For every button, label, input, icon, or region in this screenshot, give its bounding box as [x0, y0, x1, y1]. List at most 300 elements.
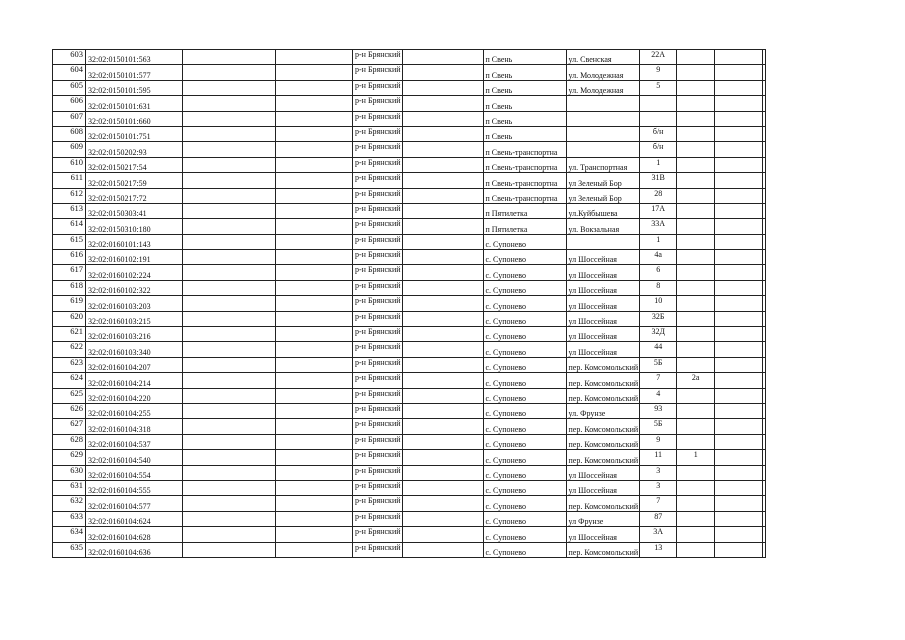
table-row: [53, 403, 766, 418]
building-cell: [677, 157, 715, 172]
row-number: 611: [53, 173, 86, 188]
empty-cell: [715, 80, 763, 95]
empty-cell: [402, 203, 483, 218]
region-cell: р-н Брянский: [353, 111, 403, 126]
building-cell: [677, 311, 715, 326]
cadastral-number: 32:02:0160104:628: [86, 527, 183, 542]
locality-cell: с. Супонево: [483, 280, 566, 295]
building-cell: [677, 465, 715, 480]
empty-cell: [402, 280, 483, 295]
empty-cell: [715, 403, 763, 418]
building-cell: [677, 403, 715, 418]
locality-cell: с. Супонево: [483, 265, 566, 280]
empty-cell: [183, 265, 276, 280]
building-cell: [677, 50, 715, 65]
empty-cell: [276, 434, 353, 449]
row-number: 605: [53, 80, 86, 95]
region-cell: р-н Брянский: [353, 296, 403, 311]
cadastral-number: 32:02:0150101:563: [86, 50, 183, 65]
table-row: [53, 219, 766, 234]
empty-cell: [763, 219, 766, 234]
locality-cell: п Свень: [483, 80, 566, 95]
street-cell: пер. Комсомольский: [566, 542, 640, 557]
house-number-cell: 22А: [640, 50, 677, 65]
empty-cell: [763, 234, 766, 249]
row-number: 631: [53, 480, 86, 495]
cadastral-number: 32:02:0160102:191: [86, 250, 183, 265]
building-cell: [677, 96, 715, 111]
empty-cell: [183, 465, 276, 480]
street-cell: пер. Комсомольский: [566, 419, 640, 434]
cadastral-number: 32:02:0160103:340: [86, 342, 183, 357]
row-number: 606: [53, 96, 86, 111]
street-cell: ул. Свенская: [566, 50, 640, 65]
empty-cell: [402, 496, 483, 511]
locality-cell: с. Супонево: [483, 496, 566, 511]
empty-cell: [715, 203, 763, 218]
empty-cell: [276, 188, 353, 203]
table-row: [53, 496, 766, 511]
region-cell: р-н Брянский: [353, 342, 403, 357]
table-row: [53, 50, 766, 65]
empty-cell: [183, 126, 276, 141]
locality-cell: п Свень-транспортна: [483, 188, 566, 203]
locality-cell: с. Супонево: [483, 403, 566, 418]
empty-cell: [276, 126, 353, 141]
empty-cell: [276, 157, 353, 172]
row-number: 616: [53, 250, 86, 265]
street-cell: пер. Комсомольский: [566, 373, 640, 388]
empty-cell: [402, 450, 483, 465]
empty-cell: [276, 496, 353, 511]
region-cell: р-н Брянский: [353, 388, 403, 403]
cadastral-number: 32:02:0150101:631: [86, 96, 183, 111]
row-number: 621: [53, 327, 86, 342]
empty-cell: [763, 173, 766, 188]
region-cell: р-н Брянский: [353, 311, 403, 326]
building-cell: [677, 434, 715, 449]
empty-cell: [402, 250, 483, 265]
house-number-cell: 32Б: [640, 311, 677, 326]
locality-cell: с. Супонево: [483, 342, 566, 357]
street-cell: ул Шоссейная: [566, 527, 640, 542]
cadastral-number: 32:02:0160104:220: [86, 388, 183, 403]
locality-cell: п Свень-транспортна: [483, 142, 566, 157]
building-cell: [677, 142, 715, 157]
house-number-cell: 93: [640, 403, 677, 418]
empty-cell: [715, 219, 763, 234]
empty-cell: [183, 527, 276, 542]
empty-cell: [715, 157, 763, 172]
cadastral-number: 32:02:0160103:215: [86, 311, 183, 326]
building-cell: [677, 234, 715, 249]
street-cell: ул. Вокзальная: [566, 219, 640, 234]
street-cell: пер. Комсомольский: [566, 496, 640, 511]
empty-cell: [183, 296, 276, 311]
empty-cell: [763, 527, 766, 542]
empty-cell: [715, 96, 763, 111]
empty-cell: [715, 327, 763, 342]
cadastral-number: 32:02:0150217:54: [86, 157, 183, 172]
empty-cell: [715, 373, 763, 388]
house-number-cell: 13: [640, 542, 677, 557]
street-cell: [566, 111, 640, 126]
empty-cell: [183, 250, 276, 265]
street-cell: ул. Молодежная: [566, 80, 640, 95]
locality-cell: п Свень: [483, 50, 566, 65]
empty-cell: [183, 142, 276, 157]
table-row: [53, 542, 766, 557]
street-cell: ул. Фрунзе: [566, 403, 640, 418]
row-number: 612: [53, 188, 86, 203]
empty-cell: [276, 419, 353, 434]
building-cell: [677, 188, 715, 203]
row-number: 630: [53, 465, 86, 480]
empty-cell: [402, 434, 483, 449]
table-row: [53, 126, 766, 141]
locality-cell: с. Супонево: [483, 434, 566, 449]
empty-cell: [183, 173, 276, 188]
region-cell: р-н Брянский: [353, 65, 403, 80]
table-row: [53, 527, 766, 542]
street-cell: ул Шоссейная: [566, 250, 640, 265]
house-number-cell: 10: [640, 296, 677, 311]
table-row: [53, 342, 766, 357]
empty-cell: [763, 280, 766, 295]
empty-cell: [183, 65, 276, 80]
house-number-cell: 3: [640, 465, 677, 480]
region-cell: р-н Брянский: [353, 403, 403, 418]
table-row: [53, 480, 766, 495]
row-number: 635: [53, 542, 86, 557]
region-cell: р-н Брянский: [353, 234, 403, 249]
empty-cell: [402, 80, 483, 95]
row-number: 608: [53, 126, 86, 141]
street-cell: [566, 142, 640, 157]
table-row: [53, 434, 766, 449]
empty-cell: [276, 173, 353, 188]
table-row: [53, 311, 766, 326]
locality-cell: с. Супонево: [483, 419, 566, 434]
empty-cell: [715, 280, 763, 295]
row-number: 624: [53, 373, 86, 388]
building-cell: [677, 327, 715, 342]
locality-cell: п Пятилетка: [483, 203, 566, 218]
row-number: 609: [53, 142, 86, 157]
empty-cell: [276, 388, 353, 403]
table-row: [53, 265, 766, 280]
empty-cell: [715, 65, 763, 80]
street-cell: ул Шоссейная: [566, 311, 640, 326]
house-number-cell: 1: [640, 234, 677, 249]
house-number-cell: 8: [640, 280, 677, 295]
street-cell: ул Шоссейная: [566, 296, 640, 311]
locality-cell: с. Супонево: [483, 465, 566, 480]
row-number: 625: [53, 388, 86, 403]
row-number: 623: [53, 357, 86, 372]
region-cell: р-н Брянский: [353, 357, 403, 372]
cadastral-number: 32:02:0160103:216: [86, 327, 183, 342]
cadastral-number: 32:02:0160101:143: [86, 234, 183, 249]
house-number-cell: 3А: [640, 527, 677, 542]
street-cell: ул Шоссейная: [566, 327, 640, 342]
empty-cell: [763, 542, 766, 557]
table-row: [53, 234, 766, 249]
cadastral-number: 32:02:0150101:595: [86, 80, 183, 95]
empty-cell: [276, 465, 353, 480]
empty-cell: [763, 203, 766, 218]
region-cell: р-н Брянский: [353, 142, 403, 157]
house-number-cell: 44: [640, 342, 677, 357]
cadastral-number: 32:02:0150202:93: [86, 142, 183, 157]
empty-cell: [276, 296, 353, 311]
house-number-cell: б/н: [640, 142, 677, 157]
locality-cell: с. Супонево: [483, 234, 566, 249]
empty-cell: [763, 327, 766, 342]
empty-cell: [402, 542, 483, 557]
house-number-cell: 9: [640, 65, 677, 80]
empty-cell: [183, 219, 276, 234]
cadastral-number: 32:02:0160104:540: [86, 450, 183, 465]
table-row: [53, 373, 766, 388]
table-row: [53, 280, 766, 295]
empty-cell: [715, 250, 763, 265]
street-cell: пер. Комсомольский: [566, 388, 640, 403]
table-row: [53, 142, 766, 157]
region-cell: р-н Брянский: [353, 203, 403, 218]
empty-cell: [276, 280, 353, 295]
region-cell: р-н Брянский: [353, 280, 403, 295]
empty-cell: [402, 327, 483, 342]
cadastral-number: 32:02:0150217:72: [86, 188, 183, 203]
cadastral-number: 32:02:0160104:318: [86, 419, 183, 434]
empty-cell: [183, 496, 276, 511]
empty-cell: [715, 142, 763, 157]
empty-cell: [715, 357, 763, 372]
street-cell: ул Зеленый Бор: [566, 173, 640, 188]
building-cell: [677, 111, 715, 126]
region-cell: р-н Брянский: [353, 542, 403, 557]
building-cell: [677, 419, 715, 434]
table-row: [53, 419, 766, 434]
empty-cell: [715, 511, 763, 526]
table-row: [53, 65, 766, 80]
row-number: 613: [53, 203, 86, 218]
locality-cell: п Свень: [483, 111, 566, 126]
table-row: [53, 450, 766, 465]
house-number-cell: 3: [640, 480, 677, 495]
empty-cell: [763, 265, 766, 280]
building-cell: [677, 511, 715, 526]
empty-cell: [715, 296, 763, 311]
cadastral-number: 32:02:0150101:660: [86, 111, 183, 126]
empty-cell: [276, 450, 353, 465]
cadastral-number: 32:02:0160102:322: [86, 280, 183, 295]
row-number: 614: [53, 219, 86, 234]
empty-cell: [183, 419, 276, 434]
table-row: [53, 173, 766, 188]
street-cell: ул. Транспортная: [566, 157, 640, 172]
building-cell: [677, 388, 715, 403]
region-cell: р-н Брянский: [353, 434, 403, 449]
building-cell: [677, 126, 715, 141]
cadastral-number: 32:02:0150310:180: [86, 219, 183, 234]
street-cell: ул Шоссейная: [566, 465, 640, 480]
empty-cell: [183, 511, 276, 526]
row-number: 603: [53, 50, 86, 65]
empty-cell: [402, 234, 483, 249]
region-cell: р-н Брянский: [353, 465, 403, 480]
empty-cell: [402, 465, 483, 480]
region-cell: р-н Брянский: [353, 188, 403, 203]
building-cell: [677, 203, 715, 218]
locality-cell: с. Супонево: [483, 250, 566, 265]
empty-cell: [763, 311, 766, 326]
building-cell: [677, 280, 715, 295]
empty-cell: [183, 96, 276, 111]
building-cell: [677, 250, 715, 265]
row-number: 615: [53, 234, 86, 249]
empty-cell: [715, 465, 763, 480]
region-cell: р-н Брянский: [353, 527, 403, 542]
empty-cell: [276, 203, 353, 218]
empty-cell: [183, 234, 276, 249]
empty-cell: [276, 111, 353, 126]
locality-cell: с. Супонево: [483, 542, 566, 557]
table-row: [53, 511, 766, 526]
table-row: [53, 357, 766, 372]
row-number: 633: [53, 511, 86, 526]
empty-cell: [402, 480, 483, 495]
empty-cell: [183, 157, 276, 172]
street-cell: [566, 126, 640, 141]
address-register-table: [52, 49, 766, 558]
house-number-cell: 9: [640, 434, 677, 449]
empty-cell: [402, 357, 483, 372]
locality-cell: с. Супонево: [483, 450, 566, 465]
table-row: [53, 157, 766, 172]
empty-cell: [402, 96, 483, 111]
empty-cell: [763, 450, 766, 465]
empty-cell: [276, 250, 353, 265]
empty-cell: [402, 219, 483, 234]
cadastral-number: 32:02:0160103:203: [86, 296, 183, 311]
region-cell: р-н Брянский: [353, 496, 403, 511]
locality-cell: с. Супонево: [483, 296, 566, 311]
table-body: [53, 50, 766, 558]
empty-cell: [183, 434, 276, 449]
empty-cell: [715, 496, 763, 511]
house-number-cell: 17А: [640, 203, 677, 218]
empty-cell: [715, 527, 763, 542]
building-cell: [677, 480, 715, 495]
building-cell: 2а: [677, 373, 715, 388]
region-cell: р-н Брянский: [353, 80, 403, 95]
empty-cell: [715, 480, 763, 495]
region-cell: р-н Брянский: [353, 480, 403, 495]
region-cell: р-н Брянский: [353, 96, 403, 111]
empty-cell: [763, 403, 766, 418]
empty-cell: [276, 373, 353, 388]
house-number-cell: 5Б: [640, 419, 677, 434]
empty-cell: [763, 419, 766, 434]
street-cell: ул Зеленый Бор: [566, 188, 640, 203]
row-number: 610: [53, 157, 86, 172]
region-cell: р-н Брянский: [353, 126, 403, 141]
table-row: [53, 188, 766, 203]
street-cell: ул Шоссейная: [566, 342, 640, 357]
street-cell: пер. Комсомольский: [566, 357, 640, 372]
house-number-cell: 5: [640, 80, 677, 95]
empty-cell: [402, 511, 483, 526]
locality-cell: п Свень-транспортна: [483, 173, 566, 188]
building-cell: [677, 173, 715, 188]
row-number: 629: [53, 450, 86, 465]
row-number: 634: [53, 527, 86, 542]
building-cell: [677, 65, 715, 80]
region-cell: р-н Брянский: [353, 511, 403, 526]
empty-cell: [276, 142, 353, 157]
empty-cell: [715, 126, 763, 141]
empty-cell: [183, 357, 276, 372]
empty-cell: [402, 373, 483, 388]
region-cell: р-н Брянский: [353, 327, 403, 342]
empty-cell: [402, 65, 483, 80]
house-number-cell: 28: [640, 188, 677, 203]
empty-cell: [276, 357, 353, 372]
building-cell: [677, 342, 715, 357]
empty-cell: [402, 111, 483, 126]
empty-cell: [183, 342, 276, 357]
empty-cell: [402, 296, 483, 311]
empty-cell: [763, 465, 766, 480]
empty-cell: [402, 388, 483, 403]
cadastral-number: 32:02:0160104:214: [86, 373, 183, 388]
cadastral-number: 32:02:0160104:624: [86, 511, 183, 526]
street-cell: ул Шоссейная: [566, 480, 640, 495]
house-number-cell: [640, 96, 677, 111]
region-cell: р-н Брянский: [353, 450, 403, 465]
empty-cell: [763, 388, 766, 403]
empty-cell: [763, 111, 766, 126]
building-cell: [677, 265, 715, 280]
empty-cell: [715, 111, 763, 126]
empty-cell: [715, 450, 763, 465]
empty-cell: [402, 142, 483, 157]
street-cell: ул. Молодежная: [566, 65, 640, 80]
empty-cell: [276, 96, 353, 111]
house-number-cell: 11: [640, 450, 677, 465]
table-row: [53, 388, 766, 403]
region-cell: р-н Брянский: [353, 373, 403, 388]
empty-cell: [183, 50, 276, 65]
empty-cell: [183, 280, 276, 295]
cadastral-number: 32:02:0160104:537: [86, 434, 183, 449]
empty-cell: [763, 142, 766, 157]
empty-cell: [276, 527, 353, 542]
building-cell: [677, 542, 715, 557]
cadastral-number: 32:02:0150217:59: [86, 173, 183, 188]
street-cell: [566, 234, 640, 249]
empty-cell: [183, 188, 276, 203]
empty-cell: [763, 511, 766, 526]
row-number: 626: [53, 403, 86, 418]
empty-cell: [276, 50, 353, 65]
cadastral-number: 32:02:0160104:255: [86, 403, 183, 418]
empty-cell: [402, 403, 483, 418]
row-number: 604: [53, 65, 86, 80]
cadastral-number: 32:02:0150101:577: [86, 65, 183, 80]
